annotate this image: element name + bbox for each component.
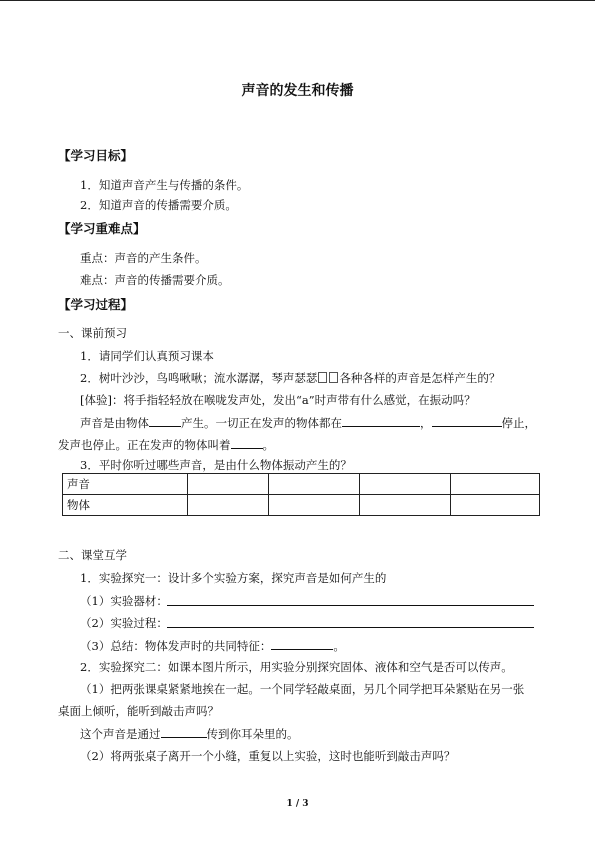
procedure-answer-line[interactable] — [167, 627, 534, 628]
summary-text: （3）总结：物体发声时的共同特征： — [80, 639, 272, 653]
table-row — [63, 474, 540, 495]
table-cell-empty[interactable] — [188, 474, 269, 495]
process-heading: 【学习过程】 — [58, 297, 134, 312]
blank-stop[interactable] — [432, 414, 502, 427]
goal-item-2: 2．知道声音的传播需要介质。 — [80, 198, 237, 212]
procedure-label: （2）实验过程： — [80, 616, 168, 630]
table-row — [63, 495, 540, 516]
blank-medium[interactable] — [161, 725, 207, 738]
conduct-line — [80, 725, 299, 742]
experiment-2: 2．实验探究二：如课本图片所示，用实验分别探究固体、液体和空气是否可以传声。 — [80, 660, 513, 674]
table-cell-empty[interactable] — [451, 495, 540, 516]
conduct-text-a: 这个声音是通过 — [80, 727, 161, 741]
step2-line: （2）将两张桌子离开一个小缝，重复以上实验，这时也能听到敲击声吗？ — [80, 749, 456, 763]
missing-glyph-icon — [329, 372, 338, 383]
page-title: 声音的发生和传播 — [241, 83, 354, 99]
part2-heading: 二、课堂互学 — [58, 548, 127, 562]
fill-text-e: 发声也停止。正在发声的物体叫着 — [58, 438, 231, 452]
part1-item-2-end: 各种各样的声音是怎样产生的？ — [339, 371, 501, 385]
top-border-line — [0, 0, 595, 1]
part1-heading: 一、课前预习 — [58, 326, 127, 340]
summary-line — [80, 637, 345, 654]
goal-item-1: 1．知道声音产生与传播的条件。 — [80, 178, 249, 192]
blank-summary[interactable] — [271, 637, 333, 650]
part1-item-1: 1．请同学们认真预习课本 — [80, 349, 214, 363]
fill-line-1 — [80, 414, 536, 431]
sound-object-table — [62, 473, 540, 516]
step1-line-2: 桌面上倾听，能听到敲击声吗？ — [58, 704, 219, 718]
missing-glyph-icon — [318, 372, 327, 383]
difficult-point: 难点：声音的传播需要介质。 — [80, 273, 230, 287]
table-cell-label: 声音 — [63, 474, 188, 495]
experiment-1: 1．实验探究一：设计多个实验方案，探究声音是如何产生的 — [80, 571, 387, 585]
table-cell-empty[interactable] — [269, 495, 360, 516]
blank-state[interactable] — [342, 414, 420, 427]
key-points-heading: 【学习重难点】 — [58, 221, 146, 236]
blank-vibrate[interactable] — [149, 414, 181, 427]
table-cell-empty[interactable] — [360, 474, 451, 495]
step1-line-1: （1）把两张课桌紧紧地挨在一起。一个同学轻敲桌面，另几个同学把耳朵紧贴在另一张 — [80, 682, 525, 696]
conduct-text-b: 传到你耳朵里的。 — [206, 727, 299, 741]
summary-end: 。 — [333, 639, 345, 653]
part1-item-3: 3．平时你听过哪些声音，是由什么物体振动产生的？ — [80, 458, 352, 472]
part1-item-2 — [80, 370, 500, 386]
part1-item-2-start: 2．树叶沙沙，鸟鸣啾啾；流水潺潺，琴声瑟瑟 — [80, 371, 318, 385]
fill-text-a: 声音是由物体 — [80, 416, 149, 430]
table-cell-empty[interactable] — [451, 474, 540, 495]
key-point: 重点：声音的产生条件。 — [80, 251, 207, 265]
materials-label: （1）实验器材： — [80, 594, 168, 608]
table-cell-empty[interactable] — [188, 495, 269, 516]
materials-answer-line[interactable] — [167, 605, 534, 606]
fill-text-f: 。 — [262, 438, 274, 452]
blank-source[interactable] — [231, 436, 263, 449]
experience-text: [体验]：将手指轻轻放在喉咙发声处，发出“a”时声带有什么感觉，在振动吗？ — [80, 393, 476, 407]
fill-text-b: 产生。一切正在发声的物体都在 — [181, 416, 342, 430]
table-cell-empty[interactable] — [269, 474, 360, 495]
goals-heading: 【学习目标】 — [58, 148, 134, 163]
fill-line-2 — [58, 436, 274, 453]
fill-text-c: ， — [420, 416, 432, 430]
table-cell-label: 物体 — [63, 495, 188, 516]
table-cell-empty[interactable] — [360, 495, 451, 516]
page-number: 1 / 3 — [286, 799, 309, 809]
fill-text-d: 停止， — [501, 416, 536, 430]
